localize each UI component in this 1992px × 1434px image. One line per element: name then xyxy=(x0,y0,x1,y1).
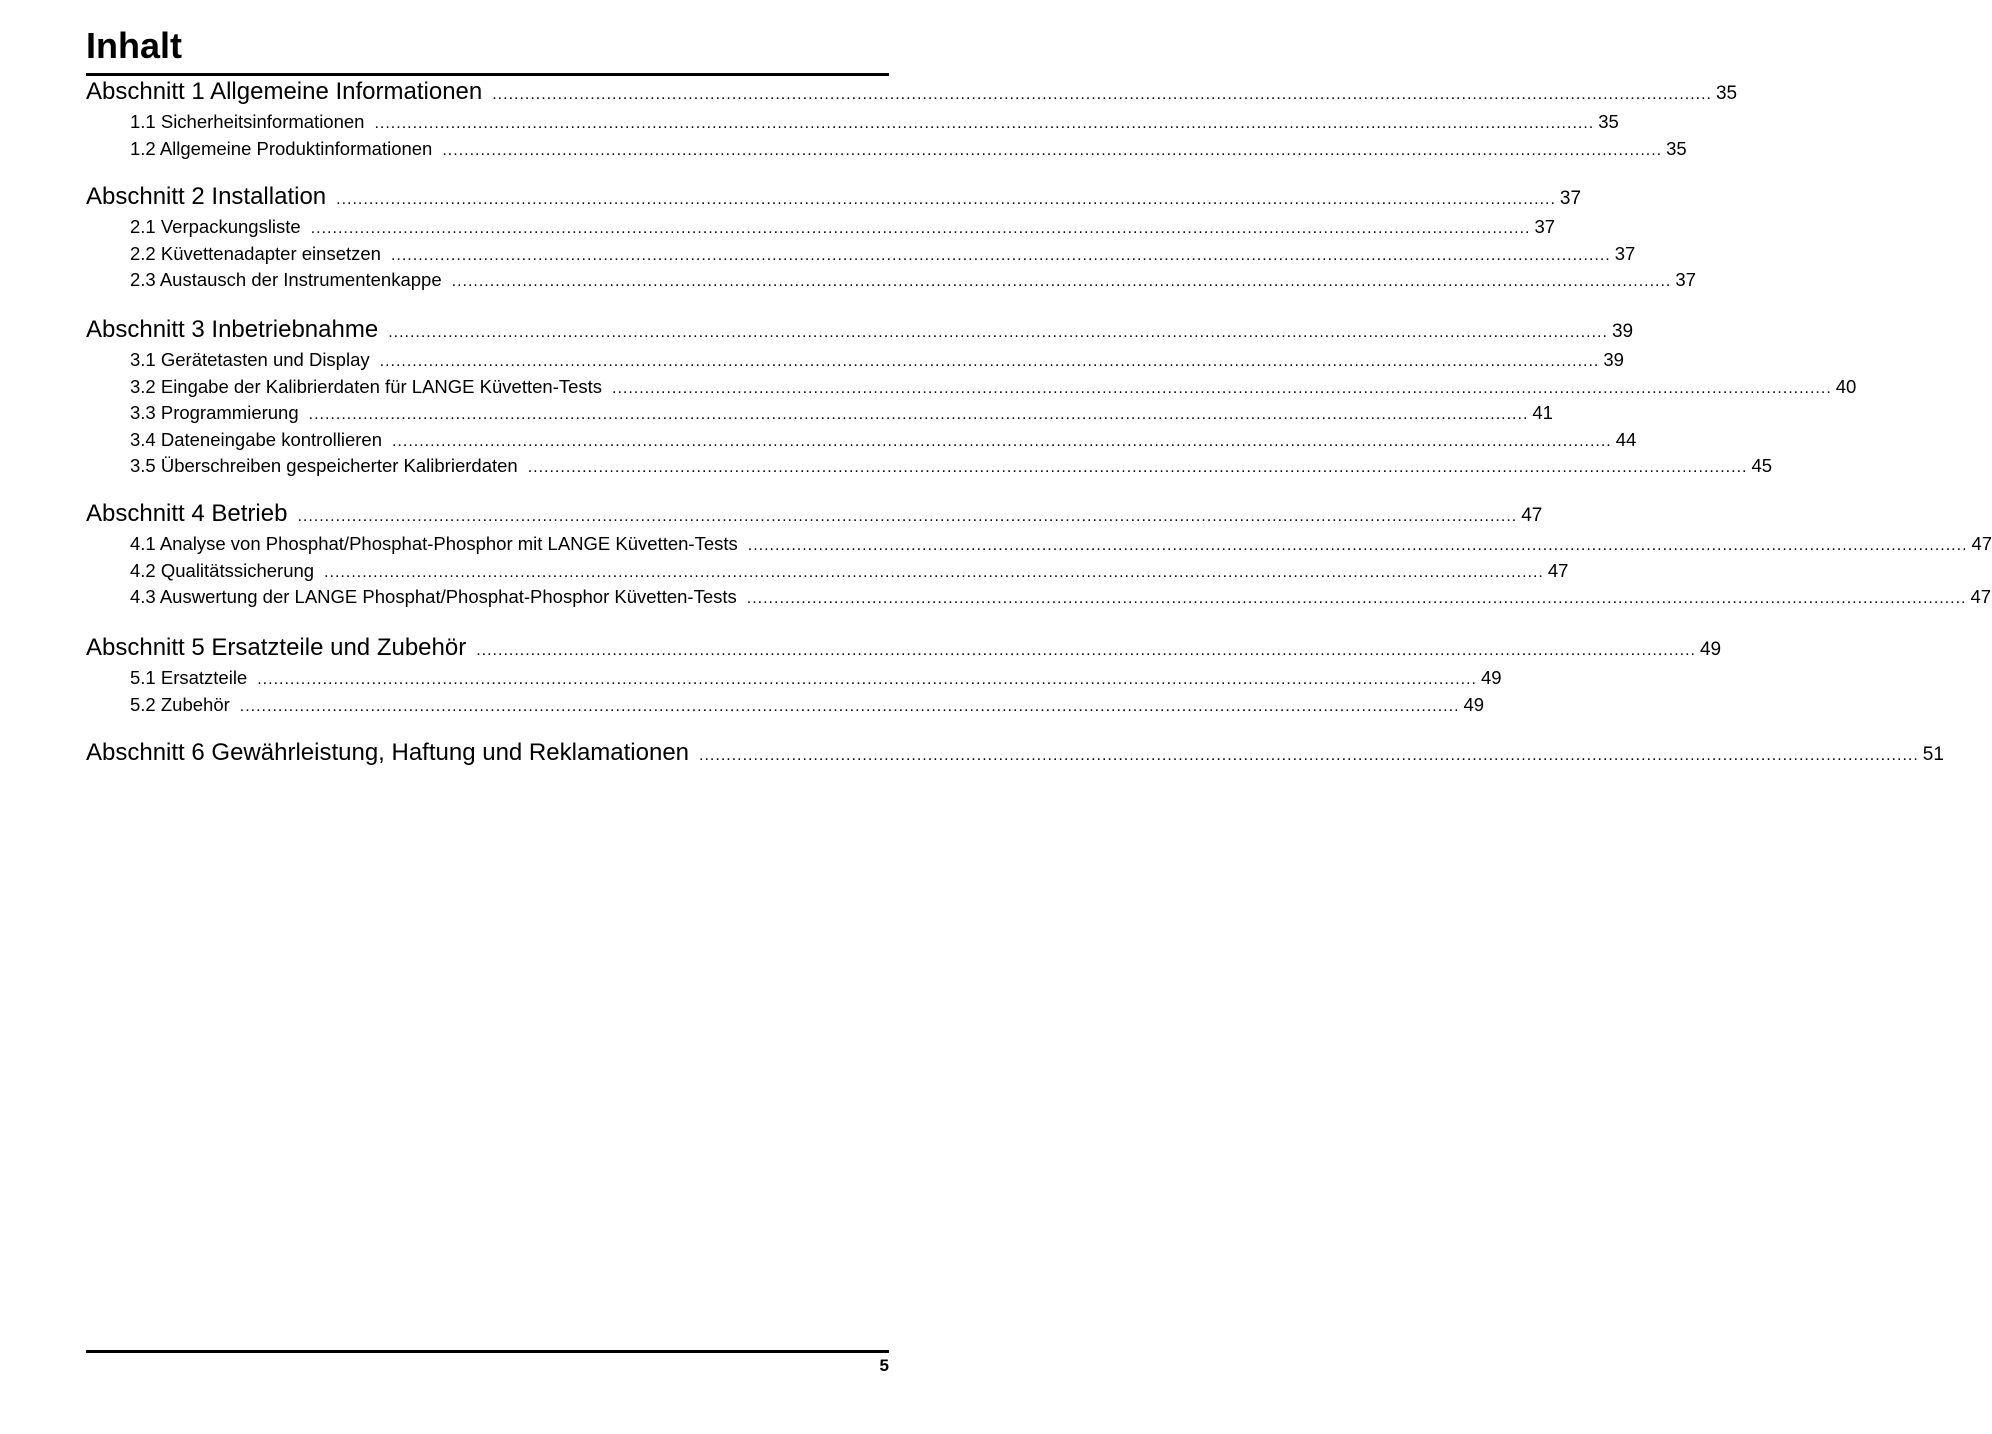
dot-leader: ................................................................................................................................................................................................................................ xyxy=(391,432,1612,450)
toc-section-5[interactable] xyxy=(86,634,1722,662)
toc-item-3-3[interactable] xyxy=(130,402,1553,424)
dot-leader: ................................................................................................................................................................................................................................ xyxy=(336,191,1556,208)
toc-item-page: 39 xyxy=(1603,349,1624,370)
toc-section-page: 47 xyxy=(1521,505,1543,526)
toc-item-1-1[interactable] xyxy=(130,111,1619,133)
dot-leader: ................................................................................................................................................................................................................................ xyxy=(324,563,1544,581)
dot-leader: ................................................................................................................................................................................................................................ xyxy=(451,273,1672,290)
toc-item-label: 4.3 Auswertung der LANGE Phosphat/Phosphat-Phosphor Küvetten-Tests xyxy=(130,586,737,607)
toc-section-6[interactable] xyxy=(86,739,1944,767)
toc-item-label: 5.2 Zubehör xyxy=(130,693,230,715)
toc-item-page: 35 xyxy=(1598,111,1619,132)
toc-item-label: 2.1 Verpackungsliste xyxy=(130,216,301,237)
toc-item-page: 41 xyxy=(1532,402,1553,423)
toc-section-label: Abschnitt 6 Gewährleistung, Haftung und Reklamationen xyxy=(86,739,690,766)
toc-item-page: 47 xyxy=(1970,586,1992,607)
toc-item-label: 3.3 Programmierung xyxy=(130,402,299,423)
toc-item-page: 37 xyxy=(1675,269,1696,290)
toc-item-page: 37 xyxy=(1534,216,1556,237)
toc-section-1[interactable] xyxy=(86,78,1738,106)
toc-section-page: 35 xyxy=(1715,83,1738,104)
toc-section-page: 39 xyxy=(1611,321,1634,342)
toc-item-page: 37 xyxy=(1614,242,1636,264)
toc-section-label: Abschnitt 1 Allgemeine Informationen xyxy=(86,78,483,105)
toc-item-page: 40 xyxy=(1835,375,1857,397)
toc-item-label: 5.1 Ersatzteile xyxy=(130,667,248,688)
footer-divider xyxy=(86,1350,889,1353)
toc-item-1-2[interactable] xyxy=(130,137,1687,160)
toc-item-label: 2.3 Austausch der Instrumentenkappe xyxy=(130,269,442,290)
dot-leader: ................................................................................................................................................................................................................................ xyxy=(612,379,1832,397)
toc-item-page: 47 xyxy=(1971,533,1992,554)
toc-item-label: 3.1 Gerätetasten und Display xyxy=(130,349,370,370)
toc-item-5-1[interactable] xyxy=(130,667,1502,689)
toc-item-4-3[interactable] xyxy=(130,586,1992,608)
toc-item-page: 44 xyxy=(1615,428,1637,450)
toc-item-label: 3.2 Eingabe der Kalibrierdaten für LANGE Küvetten-Tests xyxy=(130,375,603,397)
toc-section-label: Abschnitt 4 Betrieb xyxy=(86,500,288,527)
dot-leader: ................................................................................................................................................................................................................................ xyxy=(308,406,1529,423)
dot-leader: ................................................................................................................................................................................................................................ xyxy=(390,246,1611,264)
toc-item-page: 49 xyxy=(1463,693,1485,715)
dot-leader: ................................................................................................................................................................................................................................ xyxy=(374,115,1595,132)
toc-section-2[interactable] xyxy=(86,183,1582,211)
toc-item-label: 1.2 Allgemeine Produktinformationen xyxy=(130,137,433,159)
dot-leader: ................................................................................................................................................................................................................................ xyxy=(746,590,1967,607)
toc-item-3-2[interactable] xyxy=(130,375,1857,398)
toc-item-3-4[interactable] xyxy=(130,428,1637,451)
dot-leader: ................................................................................................................................................................................................................................ xyxy=(442,141,1663,159)
dot-leader: ................................................................................................................................................................................................................................ xyxy=(257,671,1477,688)
toc-section-page: 51 xyxy=(1922,744,1944,765)
toc-item-page: 49 xyxy=(1480,667,1502,688)
toc-item-2-1[interactable] xyxy=(130,216,1556,238)
dot-leader: ................................................................................................................................................................................................................................ xyxy=(527,459,1748,476)
toc-item-label: 1.1 Sicherheitsinformationen xyxy=(130,111,365,132)
toc-item-page: 35 xyxy=(1666,137,1687,159)
toc-item-2-3[interactable] xyxy=(130,269,1696,291)
dot-leader: ................................................................................................................................................................................................................................ xyxy=(699,747,1919,764)
toc-item-3-5[interactable] xyxy=(130,455,1773,477)
dot-leader: ................................................................................................................................................................................................................................ xyxy=(388,324,1608,341)
toc-item-label: 2.2 Küvettenadapter einsetzen xyxy=(130,242,381,264)
toc-item-4-2[interactable] xyxy=(130,559,1569,582)
dot-leader: ................................................................................................................................................................................................................................ xyxy=(492,86,1712,103)
toc-item-label: 4.2 Qualitätssicherung xyxy=(130,559,315,581)
toc-section-page: 37 xyxy=(1559,188,1582,209)
toc-item-2-2[interactable] xyxy=(130,242,1636,265)
toc-item-page: 47 xyxy=(1547,559,1569,581)
toc-item-label: 3.4 Dateneingabe kontrollieren xyxy=(130,428,382,450)
dot-leader: ................................................................................................................................................................................................................................ xyxy=(239,697,1460,715)
title-divider xyxy=(86,73,889,76)
dot-leader: ................................................................................................................................................................................................................................ xyxy=(379,353,1600,370)
toc-section-label: Abschnitt 3 Inbetriebnahme xyxy=(86,316,379,343)
toc-item-page: 45 xyxy=(1751,455,1773,476)
toc-item-4-1[interactable] xyxy=(130,533,1992,555)
dot-leader: ................................................................................................................................................................................................................................ xyxy=(747,537,1968,554)
dot-leader: ................................................................................................................................................................................................................................ xyxy=(476,642,1696,659)
page-number: 5 xyxy=(879,1356,889,1375)
toc-section-label: Abschnitt 2 Installation xyxy=(86,183,327,210)
page-title: Inhalt xyxy=(86,25,182,66)
toc-section-page: 49 xyxy=(1699,639,1722,660)
toc-section-3[interactable] xyxy=(86,316,1634,344)
toc-section-4[interactable] xyxy=(86,500,1543,528)
toc-item-label: 4.1 Analyse von Phosphat/Phosphat-Phosphor mit LANGE Küvetten-Tests xyxy=(130,533,738,554)
dot-leader: ................................................................................................................................................................................................................................ xyxy=(297,508,1518,525)
toc-item-5-2[interactable] xyxy=(130,693,1485,716)
toc-item-3-1[interactable] xyxy=(130,349,1624,371)
toc-item-label: 3.5 Überschreiben gespeicherter Kalibrierdaten xyxy=(130,455,518,476)
dot-leader: ................................................................................................................................................................................................................................ xyxy=(310,220,1531,237)
toc-section-label: Abschnitt 5 Ersatzteile und Zubehör xyxy=(86,634,467,661)
